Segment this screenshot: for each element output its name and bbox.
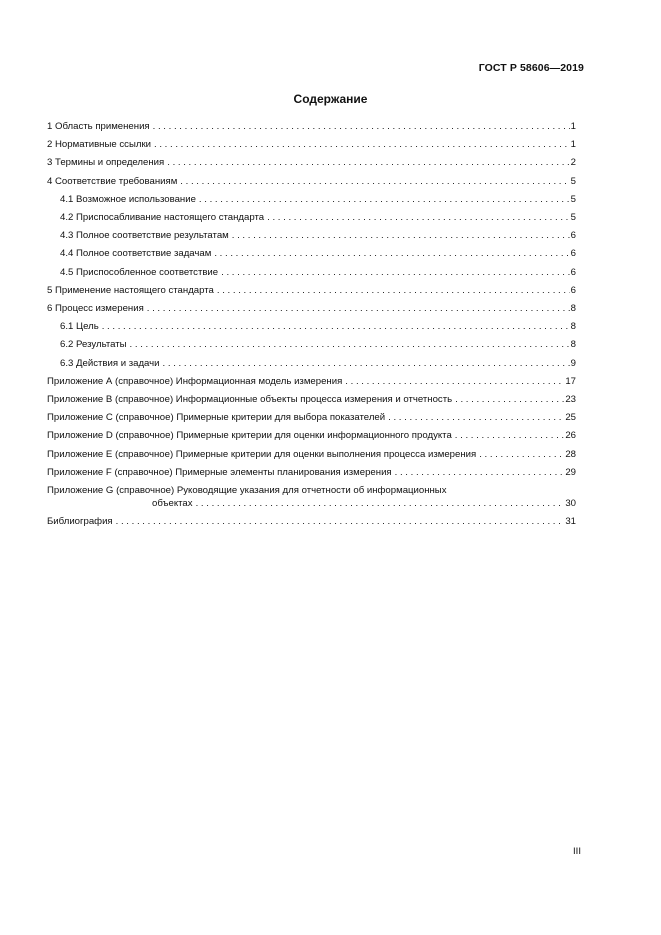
toc-entry[interactable] — [47, 191, 576, 209]
toc-entry-page: 23 — [565, 394, 576, 406]
toc-entry-text: Приложение D (справочное) Примерные критерии для оценки информационного продукта — [47, 430, 452, 442]
toc-entry-text: Приложение А (справочное) Информационная модель измерения — [47, 375, 343, 387]
toc-leader-dots — [167, 154, 569, 172]
toc-entry[interactable] — [47, 336, 576, 354]
toc-entry-page: 1 — [570, 121, 576, 132]
toc-entry-page: 6 — [570, 248, 576, 260]
toc-entry-page: 8 — [570, 303, 576, 315]
toc-entry[interactable] — [47, 464, 576, 482]
toc-leader-dots — [196, 497, 565, 510]
toc-leader-dots — [147, 300, 570, 318]
toc-entry-line2 — [47, 497, 576, 510]
toc-entry-page: 2 — [570, 157, 576, 169]
toc-entry[interactable] — [47, 318, 576, 336]
toc-entry[interactable] — [47, 154, 576, 172]
toc-entry-text: 4.3 Полное соответствие результатам — [60, 230, 229, 242]
toc-leader-dots — [232, 227, 570, 245]
toc-leader-dots — [154, 136, 570, 154]
toc-entry[interactable] — [47, 409, 576, 427]
toc-entry-text: Приложение F (справочное) Примерные элементы планирования измерения — [47, 466, 392, 478]
toc-entry[interactable] — [47, 391, 576, 409]
toc-entry[interactable] — [47, 264, 576, 282]
toc-entry[interactable] — [47, 373, 576, 391]
toc-entry-text: 6.3 Действия и задачи — [60, 357, 160, 369]
toc-leader-dots — [199, 191, 570, 209]
toc-entry-page: 5 — [570, 212, 576, 224]
toc-entry-text: 5 Применение настоящего стандарта — [47, 284, 214, 296]
toc-leader-dots — [455, 427, 565, 445]
page-header-doc-id: ГОСТ Р 58606—2019 — [478, 62, 584, 74]
toc-entry-page: 5 — [570, 193, 576, 205]
toc-entry-text: 6 Процесс измерения — [47, 303, 144, 315]
toc-entry-page: 6 — [570, 230, 576, 242]
toc-leader-dots — [479, 446, 564, 464]
toc-entry[interactable] — [47, 446, 576, 464]
toc-entry-text: 4.4 Полное соответствие задачам — [60, 248, 212, 260]
toc-entry-text: Приложение В (справочное) Информационные объекты процесса измерения и отчетность — [47, 394, 453, 406]
toc-entry-page: 29 — [565, 466, 576, 478]
toc-entry[interactable] — [47, 173, 576, 191]
toc-entry-text: 6.1 Цель — [60, 321, 99, 333]
toc-leader-dots — [130, 336, 570, 354]
toc-entry-page: 1 — [570, 139, 576, 151]
toc-leader-dots — [102, 318, 570, 336]
toc-leader-dots — [116, 513, 565, 531]
toc-entry-page: 17 — [565, 375, 576, 387]
toc-entry[interactable] — [47, 300, 576, 318]
toc-leader-dots — [221, 264, 570, 282]
toc-entry-page: 6 — [570, 284, 576, 296]
toc-entry-page: 26 — [565, 430, 576, 442]
toc-entry-text: 4 Соответствие требованиям — [47, 175, 178, 187]
toc-entry[interactable] — [47, 427, 576, 445]
toc-entry-text: Приложение Е (справочное) Примерные критерии для оценки выполнения процесса измерения — [47, 448, 477, 460]
toc-leader-dots — [153, 118, 570, 136]
toc-entry[interactable] — [47, 245, 576, 263]
toc-entry-text: 4.1 Возможное использование — [60, 193, 196, 205]
toc-entry-text: Приложение С (справочное) Примерные критерии для выбора показателей — [47, 412, 386, 424]
toc-entry-page: 5 — [570, 175, 576, 187]
toc-leader-dots — [214, 245, 569, 263]
toc-entry-text: Библиография — [47, 516, 113, 528]
toc-title: Содержание — [293, 92, 368, 106]
toc-entry-text: 2 Нормативные ссылки — [47, 139, 152, 151]
toc-leader-dots — [180, 173, 569, 191]
toc-entry-text-line1: Приложение G (справочное) Руководящие указания для отчетности об информационных — [47, 485, 447, 497]
toc-entry[interactable] — [47, 355, 576, 373]
toc-entry-text: 4.2 Приспосабливание настоящего стандарта — [60, 212, 265, 224]
toc-entry-text: 4.5 Приспособленное соответствие — [60, 266, 219, 278]
toc-entry-page: 30 — [565, 498, 576, 510]
toc-entry-page: 8 — [570, 339, 576, 351]
toc-entry[interactable] — [47, 136, 576, 154]
toc-entry-page: 25 — [565, 412, 576, 424]
toc-entry-text: 1 Область применения — [47, 121, 150, 132]
toc-entry-page: 28 — [565, 448, 576, 460]
toc-entry-page: 8 — [570, 321, 576, 333]
toc-entry[interactable] — [47, 118, 576, 136]
toc-entry-page: 9 — [570, 357, 576, 369]
toc-leader-dots — [217, 282, 570, 300]
toc-leader-dots — [395, 464, 565, 482]
page-number: III — [573, 846, 581, 857]
toc-entry-text: 3 Термины и определения — [47, 157, 165, 169]
toc-leader-dots — [163, 355, 570, 373]
toc-entry[interactable] — [47, 227, 576, 245]
toc-entry-text: 6.2 Результаты — [60, 339, 127, 351]
toc-entry-page: 31 — [565, 516, 576, 528]
toc-leader-dots — [345, 373, 564, 391]
toc-leader-dots — [455, 391, 564, 409]
toc-entry-multiline[interactable] — [47, 482, 576, 513]
table-of-contents — [47, 118, 576, 531]
toc-entry[interactable] — [47, 282, 576, 300]
toc-leader-dots — [267, 209, 570, 227]
toc-entry[interactable] — [47, 209, 576, 227]
toc-entry-text-line2: объектах — [152, 498, 193, 510]
toc-leader-dots — [388, 409, 564, 427]
toc-entry[interactable] — [47, 513, 576, 531]
toc-entry-page: 6 — [570, 266, 576, 278]
